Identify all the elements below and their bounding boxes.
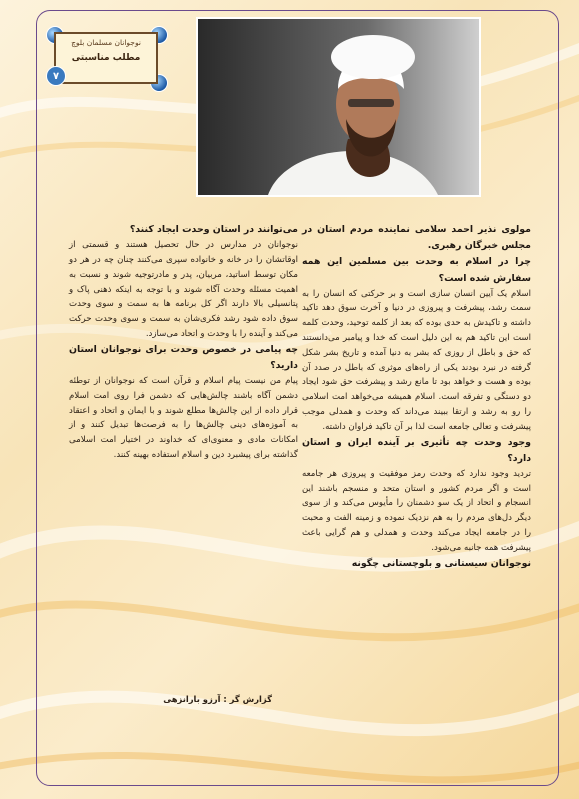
reporter-credit: گزارش گر : آرزو بارانزهی	[163, 694, 272, 704]
answer-paragraph: نوجوانان در مدارس در حال تحصیل هستند و قسمتی از اوقاتشان را در خانه و خانواده سپری می‌کنند چنان چه در هر دو مکان توسط اساتید، مربیان، پدر و مادرتوجیه شوند و نسبت به اهمیت مسئله وحدت آگاه شوند و با توجه به اینکه ذهنی پاک و پتانسیلی بالا دارند اگر کل برنامه ها به سمت و سوی وحدت سوق داده شود رشد فکری‌شان به سمت و سوی وحدت حرکت می‌کند و آینده را با وحدت و اتحاد می‌سازد.	[69, 240, 298, 339]
question-heading: نوجوانان سیستانی و بلوچستانی چگونه	[351, 557, 531, 569]
badge-title: مطلب مناسبتی	[71, 53, 141, 63]
section-badge	[40, 22, 172, 94]
badge-subtitle: نوجوانان مسلمان بلوچ	[71, 38, 141, 47]
answer-paragraph: تردید وجود ندارد که وحدت رمز موفقیت و پیروزی هر جامعه است و اگر مردم کشور و استان متحد و منسجم باشند این انسجام و اتحاد از یک سو دشمنان را مأیوس می‌کند و از سوی دیگر دل‌های مردم را به هم نزدیک نموده و زمینه الفت و محبت را در جامعه ایجاد می‌کند وحدت و همدلی و هم گرایی باعث پیشرفت همه جانبه می‌شود.	[302, 468, 531, 553]
question-heading: چرا در اسلام به وحدت بین مسلمین این همه سفارش شده است؟	[302, 256, 531, 284]
interviewee-intro: مولوی نذیر احمد سلامی نماینده مردم استان در مجلس خبرگان رهبری.	[302, 224, 531, 252]
question-heading: می‌توانند در استان وحدت ایجاد کنند؟	[129, 224, 298, 235]
question-heading: وجود وحدت چه تأثیری بر آینده ایران و استان دارد؟	[302, 436, 531, 464]
question-heading: چه پیامی در خصوص وحدت برای نوجوانان استان دارید؟	[69, 343, 298, 371]
portrait-photo	[196, 17, 481, 197]
article-column-right	[302, 222, 531, 572]
answer-paragraph: اسلام یک آیین انسان سازی است و بر حرکتی که انسان را به سمت رشد، پیشرفت و پیروزی در دنیا و آخرت سوق دهد تاکید داشته و تاکیدش به حدی بوده که بعد از کلمه توحید، وحدت کلمه است این تاکید هم به این دلیل است که خدا و پیامبر می‌دانستند که حق و باطل از روزی که بشر به دنیا آمده و تاریخ بشر شکل گرفته در نبرد بودند یکی از راه‌های موثری که باطل در صدد آن بوده و هست و خواهد بود تا مانع رشد و پیشرفت حق شود ایجاد دو دستگی و تفرقه است. اسلام همیشه می‌خواهد امت اسلامی را رو به رشد و ارتقا ببیند می‌داند که وحدت و همدلی موجب پیشرفت و تعالی جامعه است لذا بر آن تاکید فراوان داشته.	[302, 288, 531, 432]
answer-paragraph: پیام من نیست پیام اسلام و قرآن است که نوجوانان از توطئه دشمن آگاه باشند چالش‌هایی که دشمن فرا روی امت اسلام قرار داده از این چالش‌ها مطلع شوند و با ایمان و اتحاد و اعتقاد به آموزه‌های دینی چالش‌ها را به فرصت‌ها تبدیل کنند و از امکانات مادی و معنوی‌ای که خداوند در اختیار امت اسلامی گذاشته برای پیشبرد دین و اسلام استفاده بهینه کنند.	[69, 375, 298, 460]
page-number-badge: ۷	[46, 66, 66, 86]
article-column-left	[69, 222, 298, 463]
